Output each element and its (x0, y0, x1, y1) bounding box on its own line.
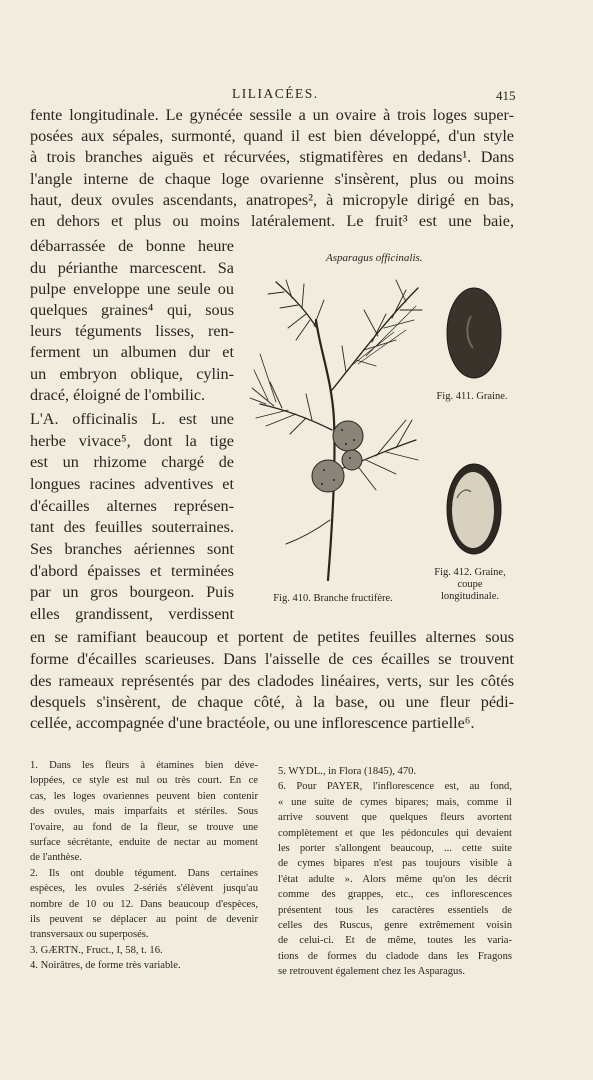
text-line: fente longitudinale. Le gynécée sessile a un ovaire à trois loges super- (30, 106, 514, 124)
footnote-line: « une suite de cymes bipares; mais, comme il (278, 796, 512, 808)
text-line: l'angle interne de chaque loge ovarienne s'insèrent, plus ou moins (30, 170, 514, 188)
text-line: cellée, accompagnée d'une bractéole, ou une inflorescence partielle⁶. (30, 714, 475, 732)
footnotes-right (278, 764, 512, 980)
text-line: elles grandissent, verdissent (30, 605, 234, 623)
text-line: est un rhizome chargé de (30, 453, 234, 471)
text-line: forme d'écailles scarieuses. Dans l'aisselle de ces écailles se trouvent (30, 650, 514, 668)
footnote-line: celles des Ruscus, genre extrêmement voisin (278, 920, 512, 932)
figure-410-caption: Fig. 410. Branche fructifère. (273, 593, 393, 604)
text-line: en se ramifiant beaucoup et portent de petites feuilles alternes sous (30, 628, 514, 646)
footnote-line: espèces, les ovules 2-sériés s'élèvent jusqu'au (30, 883, 258, 895)
footnote-line: ils peuvent se déplacer au point de devenir (30, 914, 258, 926)
text-line: tant des feuilles souterraines. (30, 518, 234, 536)
text-line: débarrassée de bonne heure (30, 237, 234, 255)
text-line: posées aux sépales, surmonté, quand il est bien développé, d'un style (30, 127, 514, 145)
footnote-line: l'ovaire, au fond de la fleur, se trouve une (30, 821, 258, 833)
footnote-line: 1. Dans les fleurs à étamines bien déve- (30, 760, 258, 771)
footnote-line: transversaux ou superposés. (30, 929, 149, 941)
figure-species-title: Asparagus officinalis. (326, 252, 423, 264)
caption-line: Fig. 412. Graine, (434, 567, 506, 578)
footnote-line: des ovules, mais imparfaits et stériles. Sous (30, 806, 258, 818)
footnote-line: complètement et que les pédoncules qui devaient (278, 827, 512, 839)
footnote-line: comme des grappes, etc., ces inflorescences (278, 889, 512, 901)
footnote-line: 4. Noirâtres, de forme très variable. (30, 960, 181, 972)
page-number: 415 (496, 88, 516, 103)
text-line: à trois branches aiguës et récurvées, stigmatifères en dedans¹. Dans (30, 148, 514, 166)
text-line: haut, deux ovules ascendants, anatropes², à micropyle dirigé en bas, (30, 191, 514, 209)
text-line: un embryon oblique, cylin- (30, 365, 234, 383)
footnote-line: présentent tous les caractères essentiels de (278, 904, 512, 916)
text-line: longues racines adventives et (30, 475, 234, 493)
footnote-line: les porter s'allongent beaucoup, ... cette suite (278, 843, 512, 855)
footnote-line: loppées, ce style est nul ou très court. En ce (30, 775, 258, 787)
text-line: ferment un albumen dur et (30, 343, 234, 361)
footnote-line: de celui-ci. Et de même, toutes les varia- (278, 935, 512, 947)
caption-line: coupe (457, 579, 483, 590)
asparagus-branch-illustration (246, 270, 426, 590)
footnote-line: se retrouvent également chez les Asparagus. (278, 966, 466, 978)
text-line: du périanthe marcescent. Sa (30, 259, 234, 277)
text-line: Ses branches aériennes sont (30, 540, 234, 558)
footnote-line: cas, les loges ovariennes peuvent bien contenir (30, 790, 258, 802)
footnote-line: nombre de 10 ou 12. Dans beaucoup d'espèces, (30, 898, 258, 910)
text-line: L'A. officinalis L. est une (30, 410, 234, 428)
footnote-line: tions de formes du cladode dans les Fragons (278, 950, 512, 962)
figure-411-caption: Fig. 411. Graine. (436, 391, 508, 402)
text-line: en dehors et plus ou moins latéralement. Le fruit³ est une baie, (30, 212, 514, 230)
caption-line: longitudinale. (440, 591, 500, 602)
text-line: par un gros bourgeon. Puis (30, 583, 234, 601)
footnote-line: 2. Ils ont double tégument. Dans certaines (30, 867, 258, 879)
text-line: pulpe enveloppe une seule ou (30, 280, 234, 298)
text-line: dracé, éloigné de l'ombilic. (30, 386, 206, 404)
text-line: des rameaux représentés par des cladodes linéaires, verts, sur les côtés (30, 672, 514, 690)
text-line: d'écailles alternes représen- (30, 497, 234, 515)
footnote-line: de l'anthèse. (30, 852, 82, 864)
seed-illustration (445, 286, 503, 380)
figure-412-caption (420, 567, 520, 603)
text-line: herbe vivace⁵, dont la tige (30, 432, 234, 450)
footnotes-left (30, 758, 258, 974)
text-line: desquels s'insèrent, de chaque côté, à la base, ou une fleur pédi- (30, 693, 514, 711)
running-header: LILIACÉES. (232, 86, 319, 101)
footnote-line: arrive souvent que quelques fleurs avortent (278, 812, 512, 824)
footnote-line: de cymes bipares n'est pas toujours visible à (278, 858, 512, 870)
footnote-line: 6. Pour PAYER, l'inflorescence est, au fond, (278, 781, 512, 793)
footnote-line: 3. GÆRTN., Fruct., I, 58, t. 16. (30, 944, 163, 956)
text-line: d'abord épaisses et terminées (30, 562, 234, 580)
footnote-line: l'état adulte ». Alors même qu'on les décrit (278, 873, 512, 885)
text-line: quelques graines⁴ qui, sous (30, 301, 234, 319)
footnote-line: surface sécrétante, enduite de nectar au moment (30, 837, 258, 849)
seed-section-illustration (445, 462, 503, 556)
text-line: leurs téguments lisses, ren- (30, 322, 234, 340)
footnote-line: 5. WYDL., in Flora (1845), 470. (278, 766, 417, 777)
